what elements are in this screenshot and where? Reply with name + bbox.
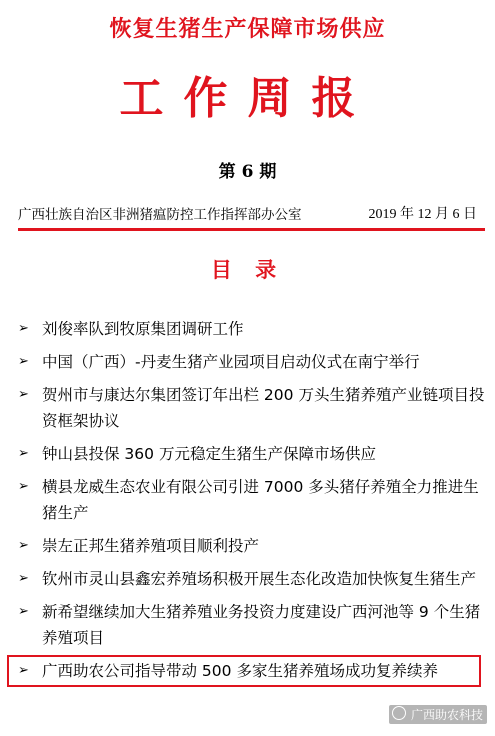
arrow-bullet-icon: ➢ [18, 387, 29, 402]
toc-item-text: 横县龙威生态农业有限公司引进 7000 多头猪仔养殖全力推进生猪生产 [42, 478, 479, 522]
toc-item-text: 崇左正邦生猪养殖项目顺利投产 [42, 537, 260, 555]
toc-item [18, 566, 488, 592]
toc-item-text: 贺州市与康达尔集团签订年出栏 200 万头生猪养殖产业链项目投资框架协议 [42, 386, 485, 430]
toc-item [18, 533, 488, 559]
toc-list [18, 316, 488, 691]
toc-heading: 目 录 [210, 257, 285, 282]
toc-item [18, 349, 488, 375]
arrow-bullet-icon: ➢ [18, 479, 29, 494]
toc-item-text: 钦州市灵山县鑫宏养殖场积极开展生态化改造加快恢复生猪生产 [42, 570, 477, 588]
red-divider [18, 228, 485, 231]
arrow-bullet-icon: ➢ [18, 354, 29, 369]
sub-title: 工作周报 [119, 73, 376, 124]
issue-number: 第 6 期 [218, 162, 277, 182]
arrow-bullet-icon: ➢ [18, 663, 29, 678]
toc-item [18, 441, 488, 467]
toc-item-text: 新希望继续加大生猪养殖业务投资力度建设广西河池等 9 个生猪养殖项目 [42, 603, 481, 647]
toc-item [18, 316, 488, 342]
issuer-name: 广西壮族自治区非洲猪瘟防控工作指挥部办公室 [18, 207, 302, 223]
wechat-account-icon [392, 706, 406, 720]
issue-date: 2019 年 12 月 6 日 [368, 207, 477, 222]
toc-item-text: 中国（广西）-丹麦生猪产业园项目启动仪式在南宁举行 [42, 353, 420, 371]
watermark-text: 广西助农科技 [410, 708, 483, 722]
toc-item [18, 382, 488, 434]
arrow-bullet-icon: ➢ [18, 321, 29, 336]
toc-item [18, 474, 488, 526]
arrow-bullet-icon: ➢ [18, 571, 29, 586]
arrow-bullet-icon: ➢ [18, 538, 29, 553]
toc-item [18, 599, 488, 651]
toc-item-text: 广西助农公司指导带动 500 多家生猪养殖场成功复养续养 [42, 662, 438, 680]
toc-item-text: 钟山县投保 360 万元稳定生猪生产保障市场供应 [42, 445, 376, 463]
toc-item-text: 刘俊率队到牧原集团调研工作 [42, 320, 244, 338]
issuer-row [18, 203, 485, 227]
arrow-bullet-icon: ➢ [18, 604, 29, 619]
arrow-bullet-icon: ➢ [18, 446, 29, 461]
source-watermark [389, 705, 487, 724]
main-title: 恢复生猪生产保障市场供应 [109, 16, 386, 42]
toc-item-highlighted [10, 658, 478, 684]
